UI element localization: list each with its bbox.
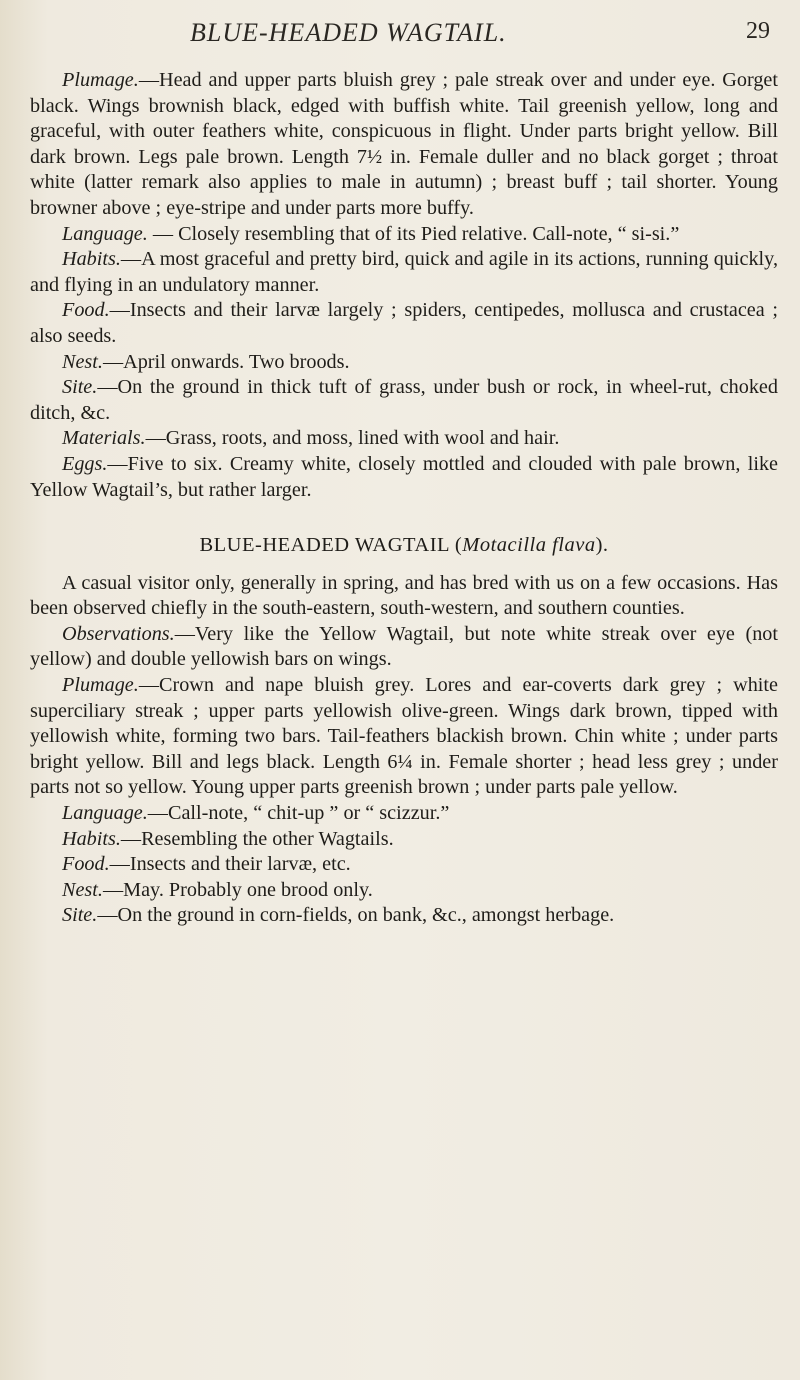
paragraph-eggs: Eggs.—Five to six. Creamy white, closely mottled and clouded with pale brown, like Yellow Wagtail’s, but rather larger. (30, 452, 778, 501)
paragraph-nest: Nest.—May. Probably one brood only. (62, 878, 373, 901)
paragraph-site: Site.—On the ground in corn-fields, on bank, &c., amongst herbage. (62, 904, 615, 927)
paragraph-plumage: Plumage.—Head and upper parts bluish grey ; pale streak over and under eye. Gorget black. Wings brownish black, edged with buffish white. Tail greenish yellow, long and graceful, with outer feathers white, conspicuous in flight. Under parts bright yellow. Bill dark brown. Legs pale brown. Length 7½ in. Female duller and no black gorget ; throat white (latter remark also applies to male in autumn) ; breast buff ; tail shorter. Young browner above ; eye-stripe and under parts more buffy. (30, 69, 778, 219)
paragraph-habits: Habits.—Resembling the other Wagtails. (62, 827, 394, 850)
page-body (30, 68, 778, 929)
paragraph-food: Food.—Insects and their larvæ, etc. (62, 853, 351, 876)
page-number: 29 (746, 18, 770, 44)
species-name: BLUE-HEADED WAGTAIL ( (199, 534, 463, 557)
species-latin-name: Motacilla flava (462, 534, 596, 557)
paragraph-intro: A casual visitor only, generally in spring, and has bred with us on a few occasions. Has been observed chiefly in the south-eastern, south-western, and southern counties. (30, 571, 778, 620)
section-blue-headed-wagtail (30, 571, 778, 929)
running-title: BLUE-HEADED WAGTAIL. (190, 18, 507, 47)
paragraph-plumage: Plumage.—Crown and nape bluish grey. Lores and ear-coverts dark grey ; white superciliary streak ; upper parts yellowish olive-green. Wings dark brown, tipped with yellowish white, forming two bars. Tail-feathers blackish brown. Chin white ; under parts bright yellow. Bill and legs black. Length 6¼ in. Female shorter ; head less grey ; under parts not so yellow. Young upper parts greenish brown ; under parts pale yellow. (30, 674, 778, 799)
paragraph-language: Language.—Call-note, “ chit-up ” or “ scizzur.” (62, 802, 450, 825)
paragraph-habits: Habits.—A most graceful and pretty bird, quick and agile in its actions, running quickly, and flying in an undulatory manner. (30, 248, 778, 296)
paragraph-site: Site.—On the ground in thick tuft of grass, under bush or rock, in wheel-rut, choked ditch, &c. (30, 376, 778, 424)
paragraph-observations: Observations.—Very like the Yellow Wagtail, but note white streak over eye (not yellow) and double yellowish bars on wings. (30, 622, 778, 671)
species-heading (30, 533, 778, 559)
paragraph-materials: Materials.—Grass, roots, and moss, lined with wool and hair. (62, 427, 560, 450)
page-header (190, 18, 770, 54)
species-heading-close: ). (595, 534, 609, 557)
paragraph-language: Language. — Closely resembling that of its Pied relative. Call-note, “ si-si.” (62, 222, 680, 245)
section-previous-species (30, 68, 778, 503)
paragraph-nest: Nest.—April onwards. Two broods. (62, 350, 350, 373)
paragraph-food: Food.—Insects and their larvæ largely ; spiders, centipedes, mollusca and crustacea ; also seeds. (30, 299, 778, 347)
